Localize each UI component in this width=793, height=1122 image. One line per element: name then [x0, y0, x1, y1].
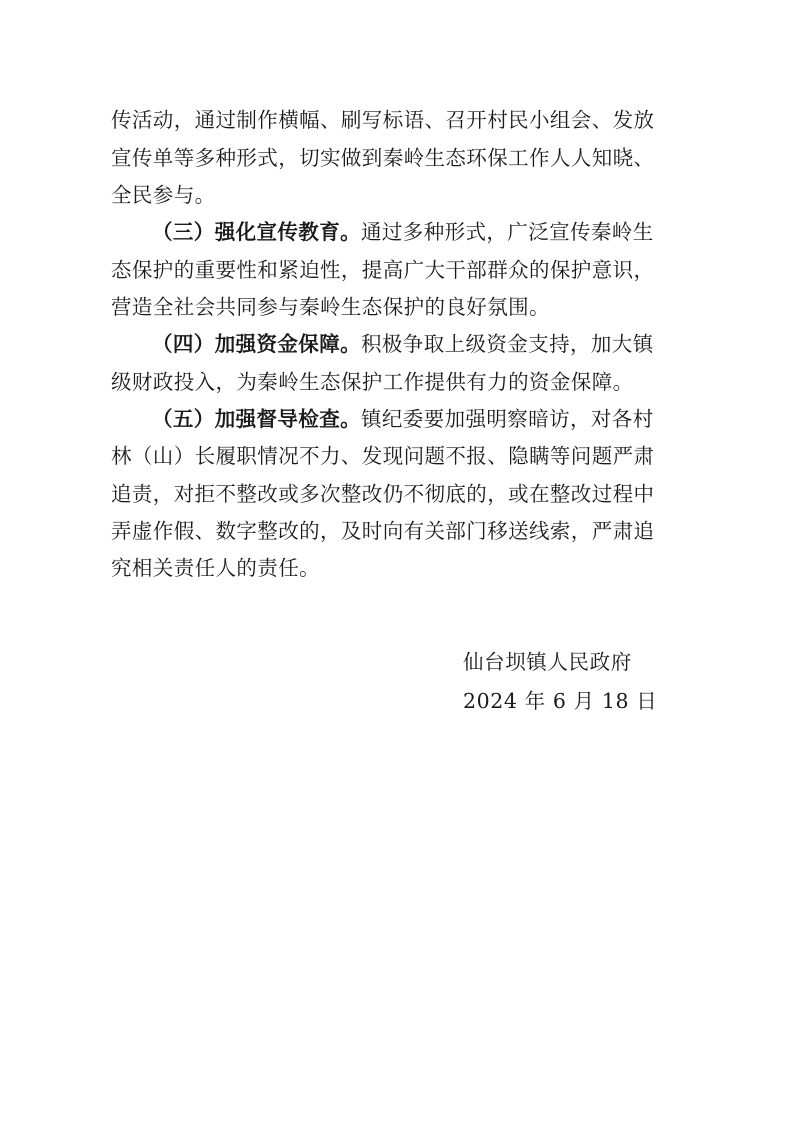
- paragraph-3-line-1: [152, 326, 732, 362]
- paragraph-4-line-3: 追责，对拒不整改或多次整改仍不彻底的，或在整改过程中: [111, 482, 655, 506]
- paragraph-2-line-1-text: 通过多种形式，广泛宣传秦岭生: [361, 220, 654, 244]
- paragraph-4-line-5: 究相关责任人的责任。: [111, 556, 320, 580]
- paragraph-1-line-2: 宣传单等多种形式，切实做到秦岭生态环保工作人人知晓、: [111, 146, 655, 170]
- paragraph-4-line-1-text: 镇纪委要加强明察暗访，对各村: [361, 407, 654, 431]
- paragraph-2-heading: （三）强化宣传教育。: [152, 220, 361, 244]
- signature-date: 2024 年 6 月 18 日: [463, 689, 658, 713]
- paragraph-4-heading: （五）加强督导检查。: [152, 407, 361, 431]
- paragraph-2-line-2: 态保护的重要性和紧迫性，提高广大干部群众的保护意识，: [111, 258, 655, 282]
- paragraph-3-line-2: 级财政投入，为秦岭生态保护工作提供有力的资金保障。: [111, 370, 634, 394]
- paragraph-4-line-1: [152, 401, 732, 437]
- paragraph-2-line-3: 营造全社会共同参与秦岭生态保护的良好氛围。: [111, 295, 550, 319]
- paragraph-4-line-4: 弄虚作假、数字整改的，及时向有关部门移送线索，严肃追: [111, 519, 655, 543]
- paragraph-3-line-1-text: 积极争取上级资金支持，加大镇: [361, 332, 654, 356]
- paragraph-3-heading: （四）加强资金保障。: [152, 332, 361, 356]
- paragraph-1-line-1: 传活动，通过制作横幅、刷写标语、召开村民小组会、发放: [111, 108, 655, 132]
- signature-organization: 仙台坝镇人民政府: [463, 650, 632, 674]
- paragraph-4-line-2: 林（山）长履职情况不力、发现问题不报、隐瞒等问题严肃: [111, 444, 655, 468]
- paragraph-2-line-1: [152, 214, 732, 250]
- paragraph-1-line-3: 全民参与。: [111, 183, 216, 207]
